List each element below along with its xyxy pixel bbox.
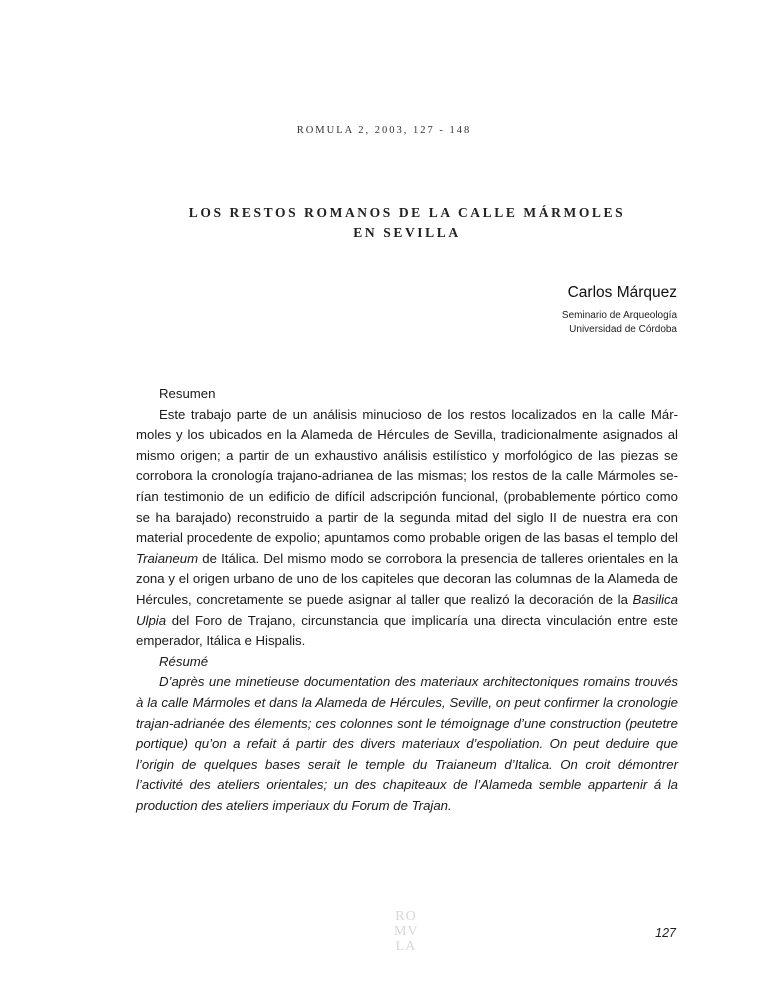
resumen-paragraph <box>136 405 678 652</box>
article-title-line-1: LOS RESTOS ROMANOS DE LA CALLE MÁRMOLES <box>188 205 626 220</box>
journal-header: ROMULA 2, 2003, 127 - 148 <box>296 125 472 136</box>
author-block <box>562 283 677 337</box>
affiliation-line-2: Universidad de Córdoba <box>569 324 677 335</box>
author-affiliation <box>562 309 677 337</box>
author-name: Carlos Márquez <box>567 284 677 301</box>
affiliation-line-1: Seminario de Arqueología <box>561 310 677 321</box>
article-title <box>0 203 768 243</box>
page-number: 127 <box>655 926 676 940</box>
abstract-section <box>136 384 678 816</box>
logo-line-1: RO <box>395 909 417 924</box>
resumen-italic-basilica: Basilica Ulpia <box>136 591 678 628</box>
resumen-text-part-1: Este trabajo parte de un análisis minucioso de los restos localizados en la calle Mármoles y los ubicados en la Alameda de Hércules de Sevilla, tradicionalmente asignados al mismo origen; a partir de un exhaustivo análisis estilístico y morfológico de las piezas se corrobora la cronología trajano-adrianea de las mismas; los restos de la calle Mármoles serían testimonio de un edificio de difícil adscripción funcional, (probablemente pórtico como se ha barajado) reconstruido a partir de la segunda mitad del siglo II de nuestra era con material procedente de expolio; apuntamos como probable origen de las basas el templo del <box>136 406 678 546</box>
resume-heading: Résumé <box>159 653 209 669</box>
resumen-italic-traianeum: Traianeum <box>136 550 199 566</box>
resumen-heading: Resumen <box>159 386 216 401</box>
resumen-text-part-2: de Itálica. Del mismo modo se corrobora la presencia de talleres orientales en la zona y el origen urbano de uno de los capiteles que decoran las columnas de la Alameda de Hércules, concretamente se puede asignar al taller que realizó la decoración de la <box>136 550 678 607</box>
resume-paragraph: D’après une minetieuse documentation des materiaux architectoniques romains trouvés à la calle Mármoles et dans la Alameda de Hércules, Seville, on peut confirmer la cronologie trajan-adrianée des élements; ces colonnes sont le témoignage d’une construction (peutetre portique) qu’on a refait á partir des divers materiaux d’espoliation. On peut deduire que l’origin de quelques bases serait le temple du Traianeum d’Italica. On croit démontrer l’activité des ateliers orientales; un des chapiteaux de l’Alameda semble appartenir á la production des ateliers imperiaux du Forum de Trajan. <box>136 674 678 813</box>
resumen-text-part-3: del Foro de Trajano, circunstancia que implicaría una directa vinculación entre este emperador, Itálica e Hispalis. <box>136 612 678 649</box>
logo-line-2: MV <box>394 924 419 939</box>
article-title-line-2: EN SEVILLA <box>353 225 461 240</box>
journal-logo-watermark <box>394 909 418 954</box>
logo-line-3: LA <box>395 939 417 954</box>
